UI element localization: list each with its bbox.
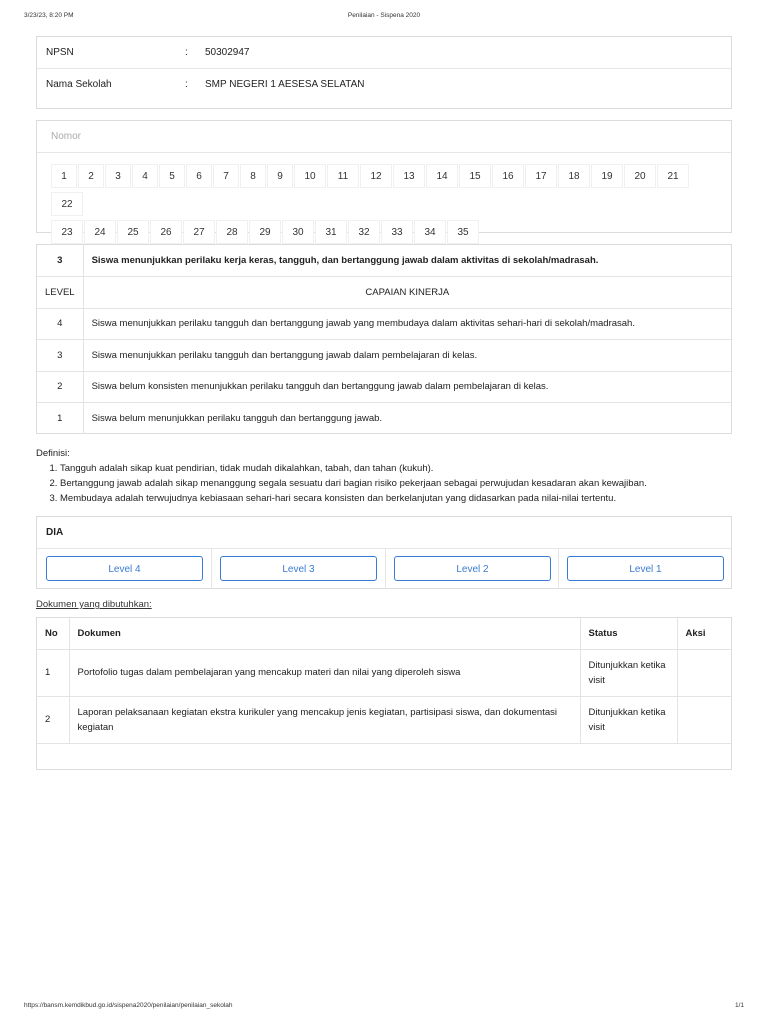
nomor-button-21[interactable]: 21	[657, 164, 689, 188]
nomor-button-5[interactable]: 5	[159, 164, 185, 188]
definition-list	[36, 461, 736, 506]
npsn-value: 50302947	[205, 47, 250, 58]
print-datetime: 3/23/23, 8:20 PM	[24, 12, 74, 19]
level-number: 1	[37, 403, 83, 435]
level-button-group	[37, 549, 731, 589]
document-no: 2	[37, 696, 69, 743]
print-url: https://bansm.kemdikbud.go.id/sispena2020/penilaian/penilaian_sekolah	[24, 1002, 233, 1009]
header-dokumen: Dokumen	[69, 618, 580, 649]
nomor-button-3[interactable]: 3	[105, 164, 131, 188]
indicator-header-row	[37, 245, 731, 277]
school-name-value: SMP NEGERI 1 AESESA SELATAN	[205, 79, 365, 90]
level-row	[37, 340, 731, 372]
nomor-button-34[interactable]: 34	[414, 220, 446, 244]
nomor-button-28[interactable]: 28	[216, 220, 248, 244]
nomor-button-14[interactable]: 14	[426, 164, 458, 188]
level-2-button[interactable]: Level 2	[394, 556, 551, 581]
nomor-button-10[interactable]: 10	[294, 164, 326, 188]
level-description: Siswa menunjukkan perilaku tangguh dan bertanggung jawab dalam pembelajaran di kelas.	[83, 340, 731, 372]
nomor-button-16[interactable]: 16	[492, 164, 524, 188]
nomor-button-22[interactable]: 22	[51, 192, 83, 216]
definition-item: 1. Tangguh adalah sikap kuat pendirian, tidak mudah dikalahkan, tabah, dan tahan (kukuh).	[60, 461, 736, 476]
level-header: LEVEL	[37, 277, 83, 309]
document-status: Ditunjukkan ketika visit	[580, 696, 677, 743]
nomor-button-24[interactable]: 24	[84, 220, 116, 244]
document-name: Portofolio tugas dalam pembelajaran yang mencakup materi dan nilai yang diperoleh siswa	[69, 649, 580, 696]
table-row-empty	[37, 743, 731, 769]
nomor-grid	[37, 153, 717, 248]
document-action	[677, 649, 731, 696]
indicator-statement: Siswa menunjukkan perilaku kerja keras, tangguh, dan bertanggung jawab dalam aktivitas di sekolah/madrasah.	[83, 245, 731, 277]
document-status: Ditunjukkan ketika visit	[580, 649, 677, 696]
nomor-button-29[interactable]: 29	[249, 220, 281, 244]
level-number: 2	[37, 371, 83, 403]
nomor-button-23[interactable]: 23	[51, 220, 83, 244]
nomor-button-8[interactable]: 8	[240, 164, 266, 188]
npsn-row	[37, 37, 731, 68]
level-description: Siswa belum konsisten menunjukkan perilaku tangguh dan bertanggung jawab dalam pembelajaran di kelas.	[83, 371, 731, 403]
indicator-card	[36, 244, 732, 434]
level-description: Siswa belum menunjukkan perilaku tangguh dan bertanggung jawab.	[91, 413, 383, 424]
documents-header-row	[37, 618, 731, 649]
school-name-label: Nama Sekolah	[46, 79, 112, 90]
school-info-card	[36, 36, 732, 109]
nomor-button-12[interactable]: 12	[360, 164, 392, 188]
document-no: 1	[37, 649, 69, 696]
school-name-separator: :	[185, 79, 188, 90]
nomor-button-15[interactable]: 15	[459, 164, 491, 188]
level-number: 4	[37, 308, 83, 340]
indicator-number: 3	[37, 245, 83, 277]
nomor-button-27[interactable]: 27	[183, 220, 215, 244]
nomor-button-13[interactable]: 13	[393, 164, 425, 188]
npsn-label: NPSN	[46, 47, 74, 58]
nomor-card	[36, 120, 732, 238]
nomor-button-19[interactable]: 19	[591, 164, 623, 188]
button-divider	[558, 549, 559, 589]
nomor-button-33[interactable]: 33	[381, 220, 413, 244]
nomor-button-26[interactable]: 26	[150, 220, 182, 244]
school-name-row	[37, 68, 731, 99]
definition-item: 3. Membudaya adalah terwujudnya kebiasaan sehari-hari secara konsisten dan berkelanjutan yang didasarkan pada nilai-nilai tertentu.	[60, 491, 736, 506]
empty-cell	[37, 743, 731, 769]
documents-card	[36, 617, 732, 770]
level-row	[37, 371, 731, 403]
nomor-button-30[interactable]: 30	[282, 220, 314, 244]
documents-table	[37, 618, 731, 769]
nomor-button-25[interactable]: 25	[117, 220, 149, 244]
nomor-button-7[interactable]: 7	[213, 164, 239, 188]
document-name: Laporan pelaksanaan kegiatan ekstra kurikuler yang mencakup jenis kegiatan, partisipasi siswa, dan dokumentasi kegiatan	[69, 696, 580, 743]
nomor-button-9[interactable]: 9	[267, 164, 293, 188]
nomor-button-20[interactable]: 20	[624, 164, 656, 188]
capaian-header: CAPAIAN KINERJA	[83, 277, 731, 309]
nomor-button-4[interactable]: 4	[132, 164, 158, 188]
nomor-label: Nomor	[37, 121, 731, 153]
level-4-button[interactable]: Level 4	[46, 556, 203, 581]
table-row	[37, 696, 731, 743]
definition-section	[36, 446, 736, 506]
header-status: Status	[580, 618, 677, 649]
dia-card	[36, 516, 732, 589]
documents-label: Dokumen yang dibutuhkan:	[36, 599, 152, 610]
npsn-separator: :	[185, 47, 188, 58]
level-3-button[interactable]: Level 3	[220, 556, 377, 581]
print-title: Penilaian - Sispena 2020	[347, 12, 421, 19]
header-no: No	[37, 618, 69, 649]
level-1-button[interactable]: Level 1	[567, 556, 724, 581]
nomor-button-1[interactable]: 1	[51, 164, 77, 188]
definition-item: 2. Bertanggung jawab adalah sikap menanggung segala sesuatu dari bagian risiko pekerjaan sebagai perwujudan kesadaran akan kewajiban.	[60, 476, 736, 491]
table-row	[37, 649, 731, 696]
button-divider	[385, 549, 386, 589]
level-row	[37, 308, 731, 340]
nomor-button-32[interactable]: 32	[348, 220, 380, 244]
level-number: 3	[37, 340, 83, 372]
level-row	[37, 403, 731, 435]
nomor-button-2[interactable]: 2	[78, 164, 104, 188]
nomor-button-18[interactable]: 18	[558, 164, 590, 188]
button-divider	[211, 549, 212, 589]
nomor-button-17[interactable]: 17	[525, 164, 557, 188]
dia-label: DIA	[37, 517, 731, 549]
level-header-row	[37, 277, 731, 309]
nomor-button-6[interactable]: 6	[186, 164, 212, 188]
document-action	[677, 696, 731, 743]
nomor-button-35[interactable]: 35	[447, 220, 479, 244]
header-aksi: Aksi	[677, 618, 731, 649]
indicator-table	[37, 245, 731, 434]
definition-title: Definisi:	[36, 448, 70, 459]
nomor-button-11[interactable]: 11	[327, 164, 359, 188]
print-page-number: 1/1	[734, 1002, 744, 1009]
nomor-button-31[interactable]: 31	[315, 220, 347, 244]
level-description: Siswa menunjukkan perilaku tangguh dan bertanggung jawab yang membudaya dalam aktivitas sehari-hari di sekolah/madrasah.	[83, 308, 731, 340]
